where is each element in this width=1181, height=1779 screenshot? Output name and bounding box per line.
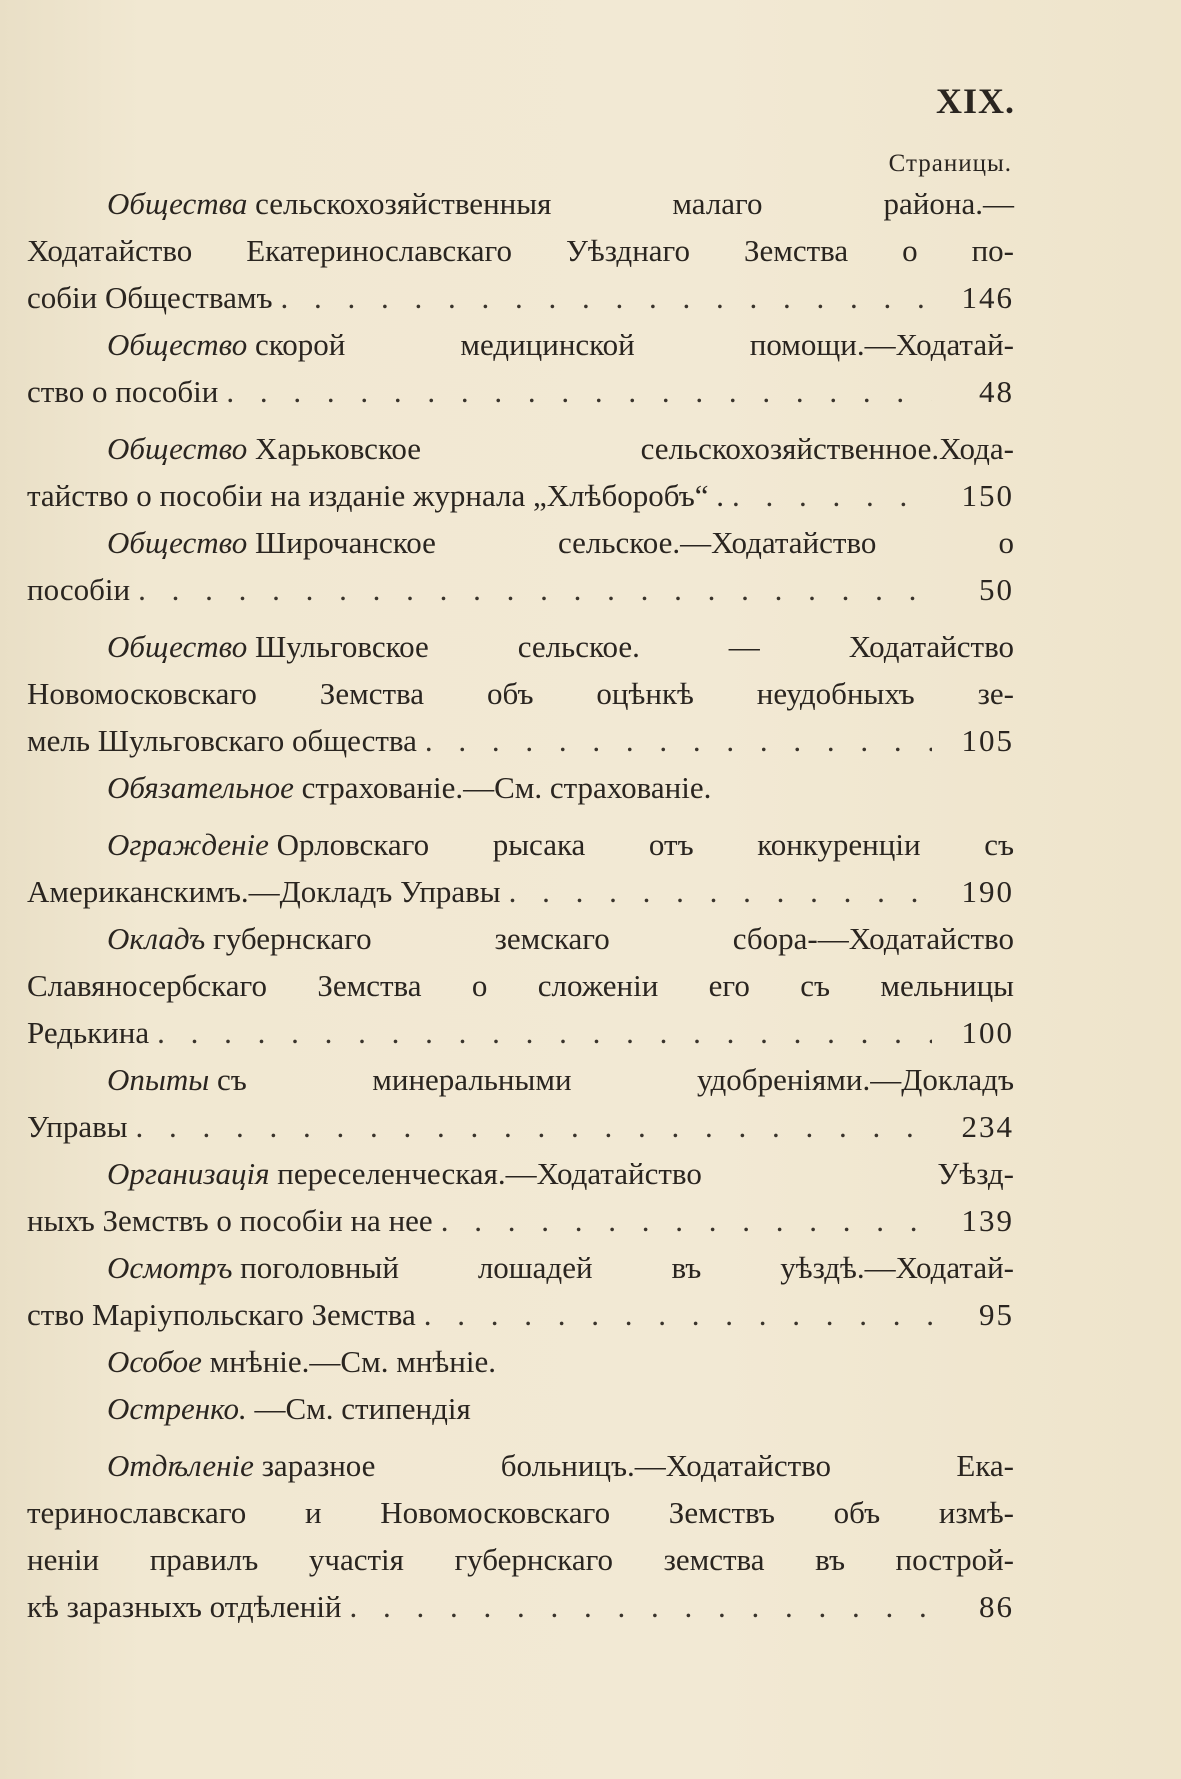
entry-line (27, 1291, 1014, 1338)
column-header-pages: Страницы. (888, 150, 1012, 177)
entry-line (27, 472, 1014, 519)
entry-page-number: 139 (961, 1203, 1014, 1238)
entry-line (27, 180, 1014, 227)
index-entry (27, 764, 1014, 811)
entry-line (27, 821, 1014, 868)
entry-text: сельскохозяйственныя малаго района.— (255, 186, 1014, 221)
entry-text: Славяносербскаго Земства о сложеніи его съ мельницы (27, 968, 1014, 1003)
entry-text: Широчанское сельское.—Ходатайство о (254, 525, 1014, 560)
entry-line (27, 321, 1014, 368)
index-entry (27, 1442, 1014, 1630)
dot-leader (138, 566, 932, 613)
entry-line (27, 1489, 1014, 1536)
index-entry (27, 321, 1014, 415)
entry-page-number: 234 (961, 1109, 1014, 1144)
dot-leader (441, 1197, 932, 1244)
entry-text: тайство о пособіи на изданіе журнала „Хлѣборобъ“ . (27, 478, 725, 513)
entry-page-number: 50 (979, 572, 1014, 607)
entry-page-number: 190 (961, 874, 1014, 909)
entry-headword: Общества (107, 186, 248, 221)
entry-headword: Общество (107, 327, 248, 362)
entry-text: Управы (27, 1109, 128, 1144)
entry-text: ныхъ Земствъ о пособіи на нее (27, 1203, 433, 1238)
entry-text: Орловскаго рысака отъ конкуренціи съ (276, 827, 1014, 862)
entry-text: Американскимъ.—Докладъ Управы (27, 874, 501, 909)
entry-line (27, 566, 1014, 613)
entry-headword: Остренко. (107, 1391, 247, 1426)
entry-line (27, 1338, 1014, 1385)
dot-leader (424, 1291, 932, 1338)
entry-text: пособіи (27, 572, 131, 607)
entry-headword: Окладъ (107, 921, 206, 956)
entry-headword: Опыты (107, 1062, 210, 1097)
entry-line (27, 915, 1014, 962)
index-entries (27, 180, 1014, 1630)
entry-line (27, 1009, 1014, 1056)
entry-text: Новомосковскаго Земства объ оцѣнкѣ неудобныхъ зе- (27, 676, 1014, 711)
entry-line (27, 1385, 1014, 1432)
entry-page-number: 86 (979, 1589, 1014, 1624)
entry-text: собіи Обществамъ (27, 280, 273, 315)
index-entry (27, 1150, 1014, 1244)
entry-line (27, 623, 1014, 670)
page-number: XIX. (935, 81, 1015, 121)
entry-line (27, 868, 1014, 915)
entry-headword: Общество (107, 525, 248, 560)
entry-headword: Особое (107, 1344, 202, 1379)
entry-line (27, 1103, 1014, 1150)
entry-text: губернскаго земскаго сбора-—Ходатайство (213, 921, 1014, 956)
index-entry (27, 1385, 1014, 1432)
entry-line (27, 227, 1014, 274)
index-entry (27, 1056, 1014, 1150)
index-entry (27, 1338, 1014, 1385)
entry-text: мнѣніе.—См. мнѣніе. (209, 1344, 496, 1379)
entry-headword: Организація (107, 1156, 270, 1191)
entry-line (27, 764, 1014, 811)
entry-text: Редькина (27, 1015, 150, 1050)
entry-headword: Общество (107, 629, 248, 664)
dot-leader (350, 1583, 932, 1630)
entry-headword: Обязательное (107, 770, 294, 805)
entry-text: съ минеральными удобреніями.—Докладъ (217, 1062, 1014, 1097)
entry-page-number: 150 (961, 478, 1014, 513)
entry-line (27, 1197, 1014, 1244)
dot-leader (136, 1103, 932, 1150)
index-entry (27, 915, 1014, 1056)
entry-line (27, 962, 1014, 1009)
entry-line (27, 519, 1014, 566)
dot-leader (226, 368, 932, 415)
entry-text: теринославскаго и Новомосковскаго Земствъ объ измѣ- (27, 1495, 1014, 1530)
entry-headword: Осмотръ (107, 1250, 233, 1285)
entry-text: Ходатайство Екатеринославскаго Уѣзднаго Земства о по- (27, 233, 1014, 268)
entry-line (27, 1583, 1014, 1630)
index-entry (27, 623, 1014, 764)
entry-line (27, 1150, 1014, 1197)
entry-line (27, 368, 1014, 415)
entry-text: Шульговское сельское. — Ходатайство (254, 629, 1014, 664)
entry-text: поголовный лошадей въ уѣздѣ.—Ходатай- (240, 1250, 1014, 1285)
index-entry (27, 1244, 1014, 1338)
entry-text: страхованіе.—См. страхованіе. (301, 770, 712, 805)
index-entry (27, 821, 1014, 915)
entry-line (27, 1536, 1014, 1583)
index-entry (27, 180, 1014, 321)
entry-page-number: 95 (979, 1297, 1014, 1332)
entry-line (27, 670, 1014, 717)
entry-text: —См. стипендія (254, 1391, 471, 1426)
index-entry (27, 519, 1014, 613)
entry-line (27, 1056, 1014, 1103)
dot-leader (157, 1009, 932, 1056)
entry-headword: Отдѣленіе (107, 1448, 254, 1483)
entry-headword: Огражденіе (107, 827, 269, 862)
entry-page-number: 105 (961, 723, 1014, 758)
entry-line (27, 717, 1014, 764)
entry-text: переселенческая.—Ходатайство Уѣзд- (277, 1156, 1014, 1191)
entry-text: мель Шульговскаго общества (27, 723, 417, 758)
entry-page-number: 146 (961, 280, 1014, 315)
entry-text: скорой медицинской помощи.—Ходатай- (254, 327, 1014, 362)
dot-leader (425, 717, 932, 764)
entry-text: ство Маріупольскаго Земства (27, 1297, 416, 1332)
entry-text: заразное больницъ.—Ходатайство Ека- (261, 1448, 1014, 1483)
entry-page-number: 48 (979, 374, 1014, 409)
entry-line (27, 1244, 1014, 1291)
entry-text: Харьковское сельскохозяйственное.Хода- (254, 431, 1014, 466)
index-entry (27, 425, 1014, 519)
dot-leader (732, 472, 932, 519)
entry-line (27, 425, 1014, 472)
entry-line (27, 274, 1014, 321)
entry-text: кѣ заразныхъ отдѣленій (27, 1589, 342, 1624)
dot-leader (509, 868, 932, 915)
entry-headword: Общество (107, 431, 248, 466)
dot-leader (281, 274, 933, 321)
entry-text: ство о пособіи (27, 374, 219, 409)
entry-page-number: 100 (961, 1015, 1014, 1050)
entry-line (27, 1442, 1014, 1489)
entry-text: неніи правилъ участія губернскаго земства въ построй- (27, 1542, 1014, 1577)
